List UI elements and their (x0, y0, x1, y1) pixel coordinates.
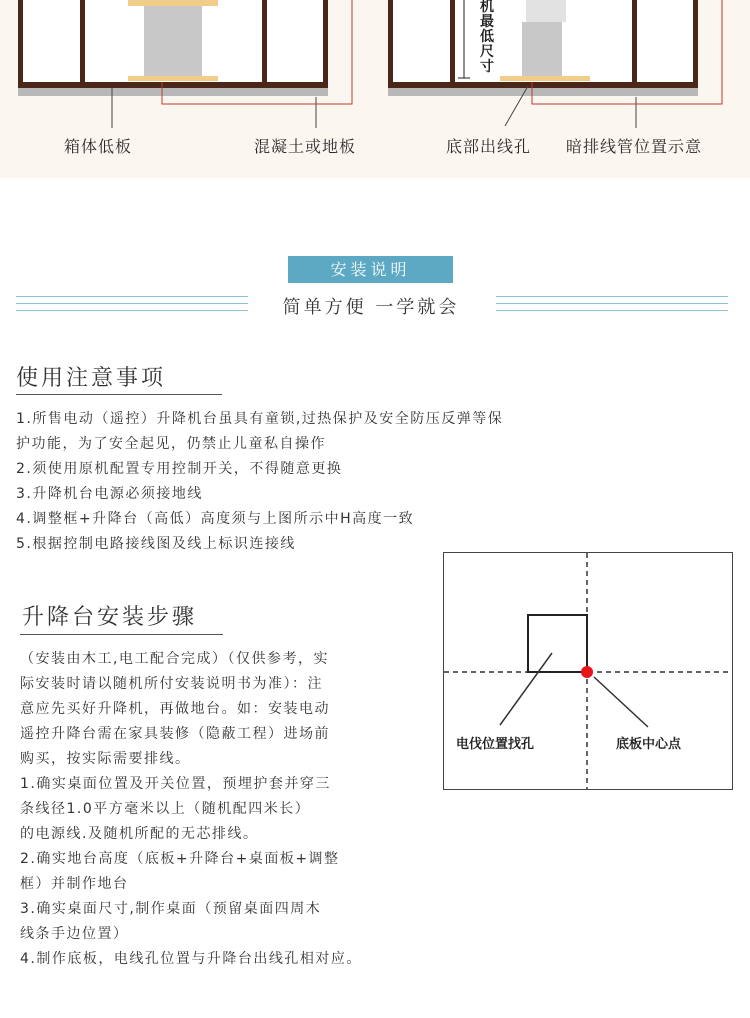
vertical-char: 最 (480, 14, 494, 30)
base-plate-plan-figure (443, 552, 733, 790)
section-banner-title: 安装说明 (288, 256, 453, 283)
steps-line: 线条手边位置） (20, 926, 129, 942)
vertical-char: 低 (480, 29, 494, 45)
notice-line: 5.根据控制电路接线图及线上标识连接线 (16, 536, 296, 552)
min-height-vertical-label (479, 0, 495, 75)
right-cabinet (388, 0, 722, 128)
installation-diagram-band (0, 0, 750, 178)
steps-line: 条线径1.0平方毫米以上（随机配四米长） (20, 801, 311, 817)
steps-line: 1.确实桌面位置及开关位置，预埋护套并穿三 (20, 776, 331, 792)
steps-line: 框）并制作地台 (20, 876, 129, 892)
steps-line: 遥控升降台需在家具装修（隐蔽工程）进场前 (20, 726, 330, 742)
plan-left-label: 电伐位置找孔 (456, 737, 535, 752)
vertical-char: 机 (480, 0, 494, 15)
steps-heading-rule (20, 634, 223, 635)
notice-line: 3.升降机台电源必须接地线 (16, 486, 203, 502)
label-cabinet-bottom: 箱体低板 (64, 137, 133, 156)
steps-line: 际安装时请以随机所付安装说明书为准）：注 (20, 676, 323, 692)
steps-line: 3.确实桌面尺寸,制作桌面（预留桌面四周木 (20, 901, 322, 917)
vertical-char: 寸 (480, 59, 494, 75)
notice-line: 4.调整框+升降台（高低）高度须与上图所示中H高度一致 (16, 511, 415, 527)
notice-line: 1.所售电动（遥控）升降机台虽具有童锁,过热保护及安全防压反弹等保 (16, 411, 504, 427)
steps-line: 4.制作底板，电线孔位置与升降台出线孔相对应。 (20, 951, 362, 967)
steps-line: 2.确实地台高度（底板+升降台+桌面板+调整 (20, 851, 340, 867)
vertical-char: 尺 (480, 44, 494, 60)
label-concealed-conduit: 暗排线管位置示意 (566, 137, 703, 156)
notice-heading-rule (16, 394, 222, 395)
decorative-lines-right (496, 296, 728, 318)
notice-line: 2.须使用原机配置专用控制开关，不得随意更换 (16, 461, 343, 477)
steps-heading: 升降台安装步骤 (22, 605, 198, 630)
label-concrete-or-floor: 混凝土或地板 (254, 137, 357, 156)
notice-line: 护功能，为了安全起见，仍禁止儿童私自操作 (16, 436, 326, 452)
label-bottom-outlet-hole: 底部出线孔 (446, 137, 532, 156)
section-banner-subtitle: 简单方便 一学就会 (282, 297, 460, 318)
plan-drawing (444, 553, 732, 789)
steps-line: 意应先买好升降机，再做地台。如：安装电动 (20, 701, 330, 717)
left-cabinet (18, 0, 352, 128)
decorative-lines-left (16, 296, 248, 318)
steps-line: 购买，按实际需要排线。 (20, 751, 191, 767)
steps-line: 的电源线.及随机所配的无芯排线。 (20, 826, 259, 842)
notice-heading: 使用注意事项 (16, 366, 167, 391)
plan-right-label: 底板中心点 (616, 737, 682, 752)
steps-line: （安装由木工,电工配合完成）（仅供参考，实 (20, 651, 329, 667)
center-point-dot (581, 666, 593, 678)
